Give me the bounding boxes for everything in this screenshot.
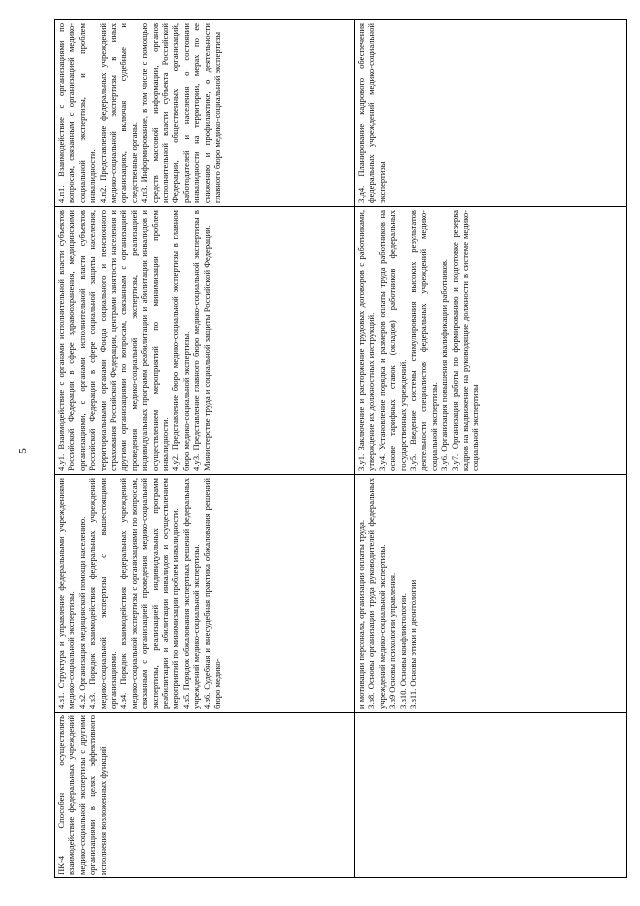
row2-skills-cell bbox=[55, 207, 354, 474]
row1-knowledge-item: и мотивации персонала, организации оплаты труда. bbox=[356, 519, 366, 709]
row2-competency-text bbox=[55, 712, 354, 878]
row2-knowledge-cell bbox=[55, 475, 354, 712]
row1-skill-item: 3.у5. Введение системы стимулирования высоких результатов деятельности специалистов федеральных учреждений медико-социальной экспертизы. bbox=[408, 210, 439, 471]
row2-knowledge-item: 4.з4. Порядок взаимодействия федеральных учреждений медико-социальной экспертизы с организациями по вопросам, связанным с организацией проведения медико-социальной экспертизы, реализацией индивидуальных программ реабилитации и абилитации инвалидов и осуществлением мероприятий по минимизации проблем инвалидности. bbox=[118, 478, 181, 709]
competency-title: ПК-4 Способен осуществлять взаимодействие федеральных учреждений медико-социальной экспертизы с другими организациями в целях эффективного исполнения возложенных функций bbox=[56, 715, 108, 875]
row2-skill-item: 4.у3. Представление главного бюро медико-социальной экспертизы в Министерстве труда и социальной защиты Российской Федерации. bbox=[191, 210, 212, 471]
row2-knowledge-text bbox=[55, 475, 354, 712]
row1-competency-text bbox=[355, 712, 627, 878]
row2-knowledge-item: 4.з3. Порядок взаимодействия федеральных учреждений медико-социальной экспертизы с вышестоящими организациями. bbox=[87, 478, 119, 709]
row2-knowledge-item: 4.з6. Судебная и внесудебная практика обжалования решений бюро медико- bbox=[201, 478, 223, 709]
row1-knowledge-item: 3.з10. Основы конфликтологии. bbox=[397, 593, 408, 709]
competency-table bbox=[54, 19, 627, 878]
row1-skill-item: 3.у1. Заключение и расторжение трудовых договоров с работниками, утверждение их должностных инструкций. bbox=[356, 210, 377, 471]
row2-knowledge-item: 4.з2. Организация медицинской помощи населению. bbox=[76, 516, 87, 709]
row2-action-item: 4.п3. Информирование, в том числе с помощью средств массовой информации, органов исполнительной власти субъекта Российской Федерации, общественных организаций, работодателей и населения о состоянии инвалидности на территории, мерах по ее снижению и профилактике, о деятельности главного бюро медико-социальной экспертизы bbox=[139, 23, 223, 203]
row1-actions-text bbox=[355, 20, 627, 206]
row2-action-item: 4.п2. Представление федеральных учреждений медико-социальной экспертизы в иных организациях, включая судебные и следственные органы. bbox=[97, 23, 139, 203]
row1-knowledge-text bbox=[355, 475, 627, 712]
row1-competency-cell bbox=[355, 712, 627, 878]
row1-knowledge-item: 3.з8. Основы организации труда руководителей федеральных учреждений медико-социальной экспертизы. bbox=[366, 478, 387, 709]
row1-skill-item: 3.у6. Организация повышения квалификации работников. bbox=[439, 258, 450, 471]
row1-knowledge-item: 3.з11. Основы этики и деонтологии bbox=[408, 579, 419, 709]
row1-skill-item: 3.у4. Установление порядка и размеров оплаты труда работников на основе тарифных ставок (окладов) работников федеральных государственных учреждений. bbox=[376, 210, 408, 471]
row2-actions-text bbox=[55, 20, 354, 206]
row2-skills-text bbox=[55, 207, 354, 474]
row1-knowledge-item: 3.з9 Основы психологии управления. bbox=[387, 572, 398, 709]
row1-skills-cell bbox=[355, 207, 627, 474]
page-number: 5 bbox=[17, 448, 29, 454]
row2-knowledge-item: 4.з5. Порядок обжалования экспертных решений федеральных учреждений медико-социальной экспертизы. bbox=[180, 478, 202, 709]
row2-competency-cell bbox=[55, 712, 354, 878]
row2-action-item: 4.п1. Взаимодействие с организациями по вопросам, связанным с организацией медико-социальной экспертизы, и проблем инвалидности. bbox=[56, 23, 98, 203]
row2-actions-cell bbox=[55, 20, 354, 206]
row1-knowledge-cell bbox=[355, 475, 627, 712]
row2-knowledge-item: 4.з1. Структура и управление федеральными учреждениями медико-социальной экспертизы. bbox=[56, 478, 77, 709]
row1-skills-text bbox=[355, 207, 627, 474]
row1-actions-cell bbox=[355, 20, 627, 206]
row1-skill-item: 3.у7. Организация работы по формированию и подготовке резерва кадров на выдвижение на руководящие должности в системе медико-социальной экспертизы bbox=[449, 210, 481, 471]
row1-action-item: 3.д4. Планирование кадрового обеспечения федеральных учреждений медико-социальной экспертизы bbox=[356, 23, 387, 203]
row2-skill-item: 4.у2. Представление бюро медико-социальной экспертизы в главном бюро медико-социальной экспертизы. bbox=[170, 210, 191, 471]
row2-skill-item: 4.у1. Взаимодействие с органами исполнительной власти субъектов Российской Федерации в сфере здравоохранения, медицинскими организациями, с органами исполнительной власти субъектов Российской Федерации в сфере социальной защиты населения, территориальными органами Фонда социального и пенсионного страхования Российской Федерации, центрами занятости населения и другими организациями по вопросам, связанным с организацией проведения медико-социальной экспертизы, реализацией индивидуальных программ реабилитации и абилитации инвалидов и осуществлением мероприятий по минимизации проблем инвалидности. bbox=[56, 210, 171, 471]
